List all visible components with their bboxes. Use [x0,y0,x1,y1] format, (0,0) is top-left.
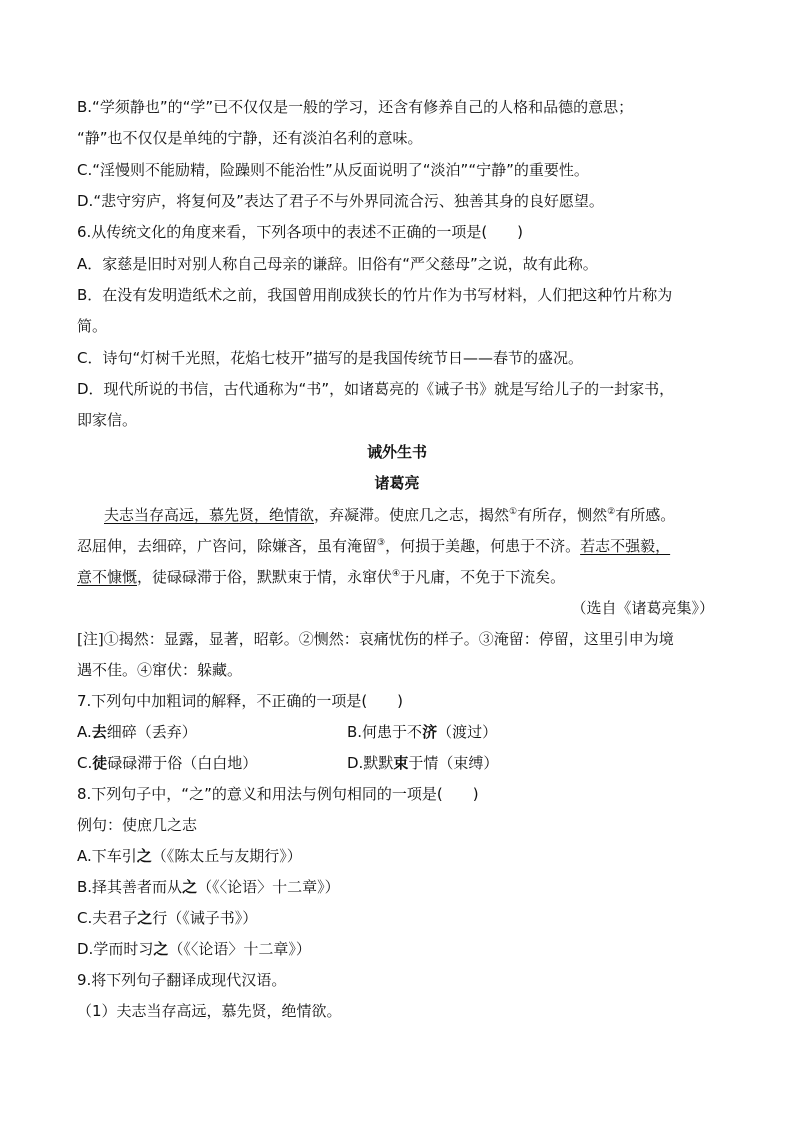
q5-option-b-line1: B.“学须静也”的“学”已不仅仅是一般的学习，还含有修养自己的人格和品德的意思； [77,98,634,116]
q6-option-d-line2: 即家信。 [77,411,138,429]
passage-line-2 [77,536,670,556]
q6-option-b-line1: B．在没有发明造纸术之前，我国曾用削成狭长的竹片作为书写材料，人们把这种竹片称为 [77,286,673,304]
passage-notes-line2: 遇不佳。④窜伏：躲藏。 [77,661,243,679]
text-span: A. [77,723,92,741]
text-span: 细碎（丢弃） [106,723,197,741]
bold-word: 之 [136,847,152,865]
passage-title: 诫外生书 [366,443,427,461]
text-span: ，弃凝滞。使庶几之志，揭然 [314,506,510,524]
text-span: （《陈太丘与友期行》） [151,847,302,865]
bold-word: 之 [137,909,153,927]
text-span: （渡过） [437,723,498,741]
passage-line-1 [104,505,675,525]
text-span: C.夫君子 [77,909,138,927]
text-span: B.何患于不 [347,723,423,741]
text-span: 于情（束缚） [408,754,499,772]
q9-item-1: （1）夫志当存高远，慕先贤，绝情欲。 [77,1002,342,1020]
text-span: ，何损于美趣，何患于不济。 [385,537,581,555]
text-span: 碌碌滞于俗（白白地） [107,754,258,772]
q7-option-a [77,722,197,742]
q8-option-d [77,939,311,959]
text-span: B.择其善者而从 [77,878,183,896]
q6-option-c: C．诗句“灯树千光照，花焰七枝开”描写的是我国传统节日——春节的盛况。 [77,349,584,367]
note-mark-1: ① [509,507,518,517]
q6-option-d-line1: D．现代所说的书信，古代通称为“书”，如诸葛亮的《诫子书》就是写给儿子的一封家书， [77,380,675,398]
text-span: （《〈论语〉十二章》） [197,878,340,896]
text-span: 于凡庸，不免于下流矣。 [400,568,566,586]
note-mark-3: ③ [377,538,386,548]
bold-word: 去 [91,723,107,741]
bold-word: 之 [182,878,198,896]
note-mark-4: ④ [392,569,401,579]
text-span: 忍屈伸，去细碎，广咨问，除嫌吝，虽有淹留 [77,537,378,555]
q8-option-a [77,846,302,866]
text-span: D.学而时习 [77,940,154,958]
q8-stem: 8.下列句子中，“之”的意义和用法与例句相同的一项是( ) [77,785,479,803]
q6-option-b-line2: 简。 [77,317,108,335]
passage-line-3 [77,567,565,587]
underlined-sentence-2-cont: 意不慷慨 [77,568,138,586]
bold-word: 济 [422,723,438,741]
bold-word: 徒 [92,754,108,772]
q5-option-d: D.“悲守穷庐，将复何及”表达了君子不与外界同流合污、独善其身的良好愿望。 [77,192,604,210]
q8-example: 例句：使庶几之志 [77,816,198,834]
text-span: C. [77,754,93,772]
underlined-sentence-1: 夫志当存高远，慕先贤，绝情欲 [104,506,315,524]
passage-notes-line1: [注]①揭然：显露，显著，昭彰。②恻然：哀痛忧伤的样子。③淹留：停留，这里引申为境 [77,630,674,648]
q8-option-c [77,908,257,928]
passage-author: 诸葛亮 [374,474,420,492]
text-span: （《〈论语〉十二章》） [168,940,311,958]
bold-word: 束 [393,754,409,772]
bold-word: 之 [153,940,169,958]
text-span: 有所存，恻然 [517,506,608,524]
q7-option-d [347,753,498,773]
q6-option-a: A．家慈是旧时对别人称自己母亲的谦辞。旧俗有“严父慈母”之说，故有此称。 [77,255,598,273]
q6-stem: 6.从传统文化的角度来看，下列各项中的表述不正确的一项是( ) [77,223,524,241]
q5-option-c: C.“淫慢则不能励精，险躁则不能治性”从反面说明了“淡泊”“宁静”的重要性。 [77,161,589,179]
text-span: 行（《诫子书》） [152,909,258,927]
text-span: A.下车引 [77,847,137,865]
q7-stem: 7.下列句中加粗词的解释，不正确的一项是( ) [77,692,404,710]
q7-option-c [77,753,257,773]
q9-stem: 9.将下列句子翻译成现代汉语。 [77,971,287,989]
note-mark-2: ② [607,507,616,517]
underlined-sentence-2: 若志不强毅， [580,537,671,555]
passage-source: （选自《诸葛亮集》） [571,599,714,617]
text-span: D.默默 [347,754,394,772]
q8-option-b [77,877,340,897]
text-span: ，徒碌碌滞于俗，默默束于情，永窜伏 [137,568,393,586]
q7-option-b [347,722,497,742]
q5-option-b-line2: “静”也不仅仅是单纯的宁静，还有淡泊名利的意味。 [77,129,423,147]
text-span: 有所感。 [615,506,676,524]
